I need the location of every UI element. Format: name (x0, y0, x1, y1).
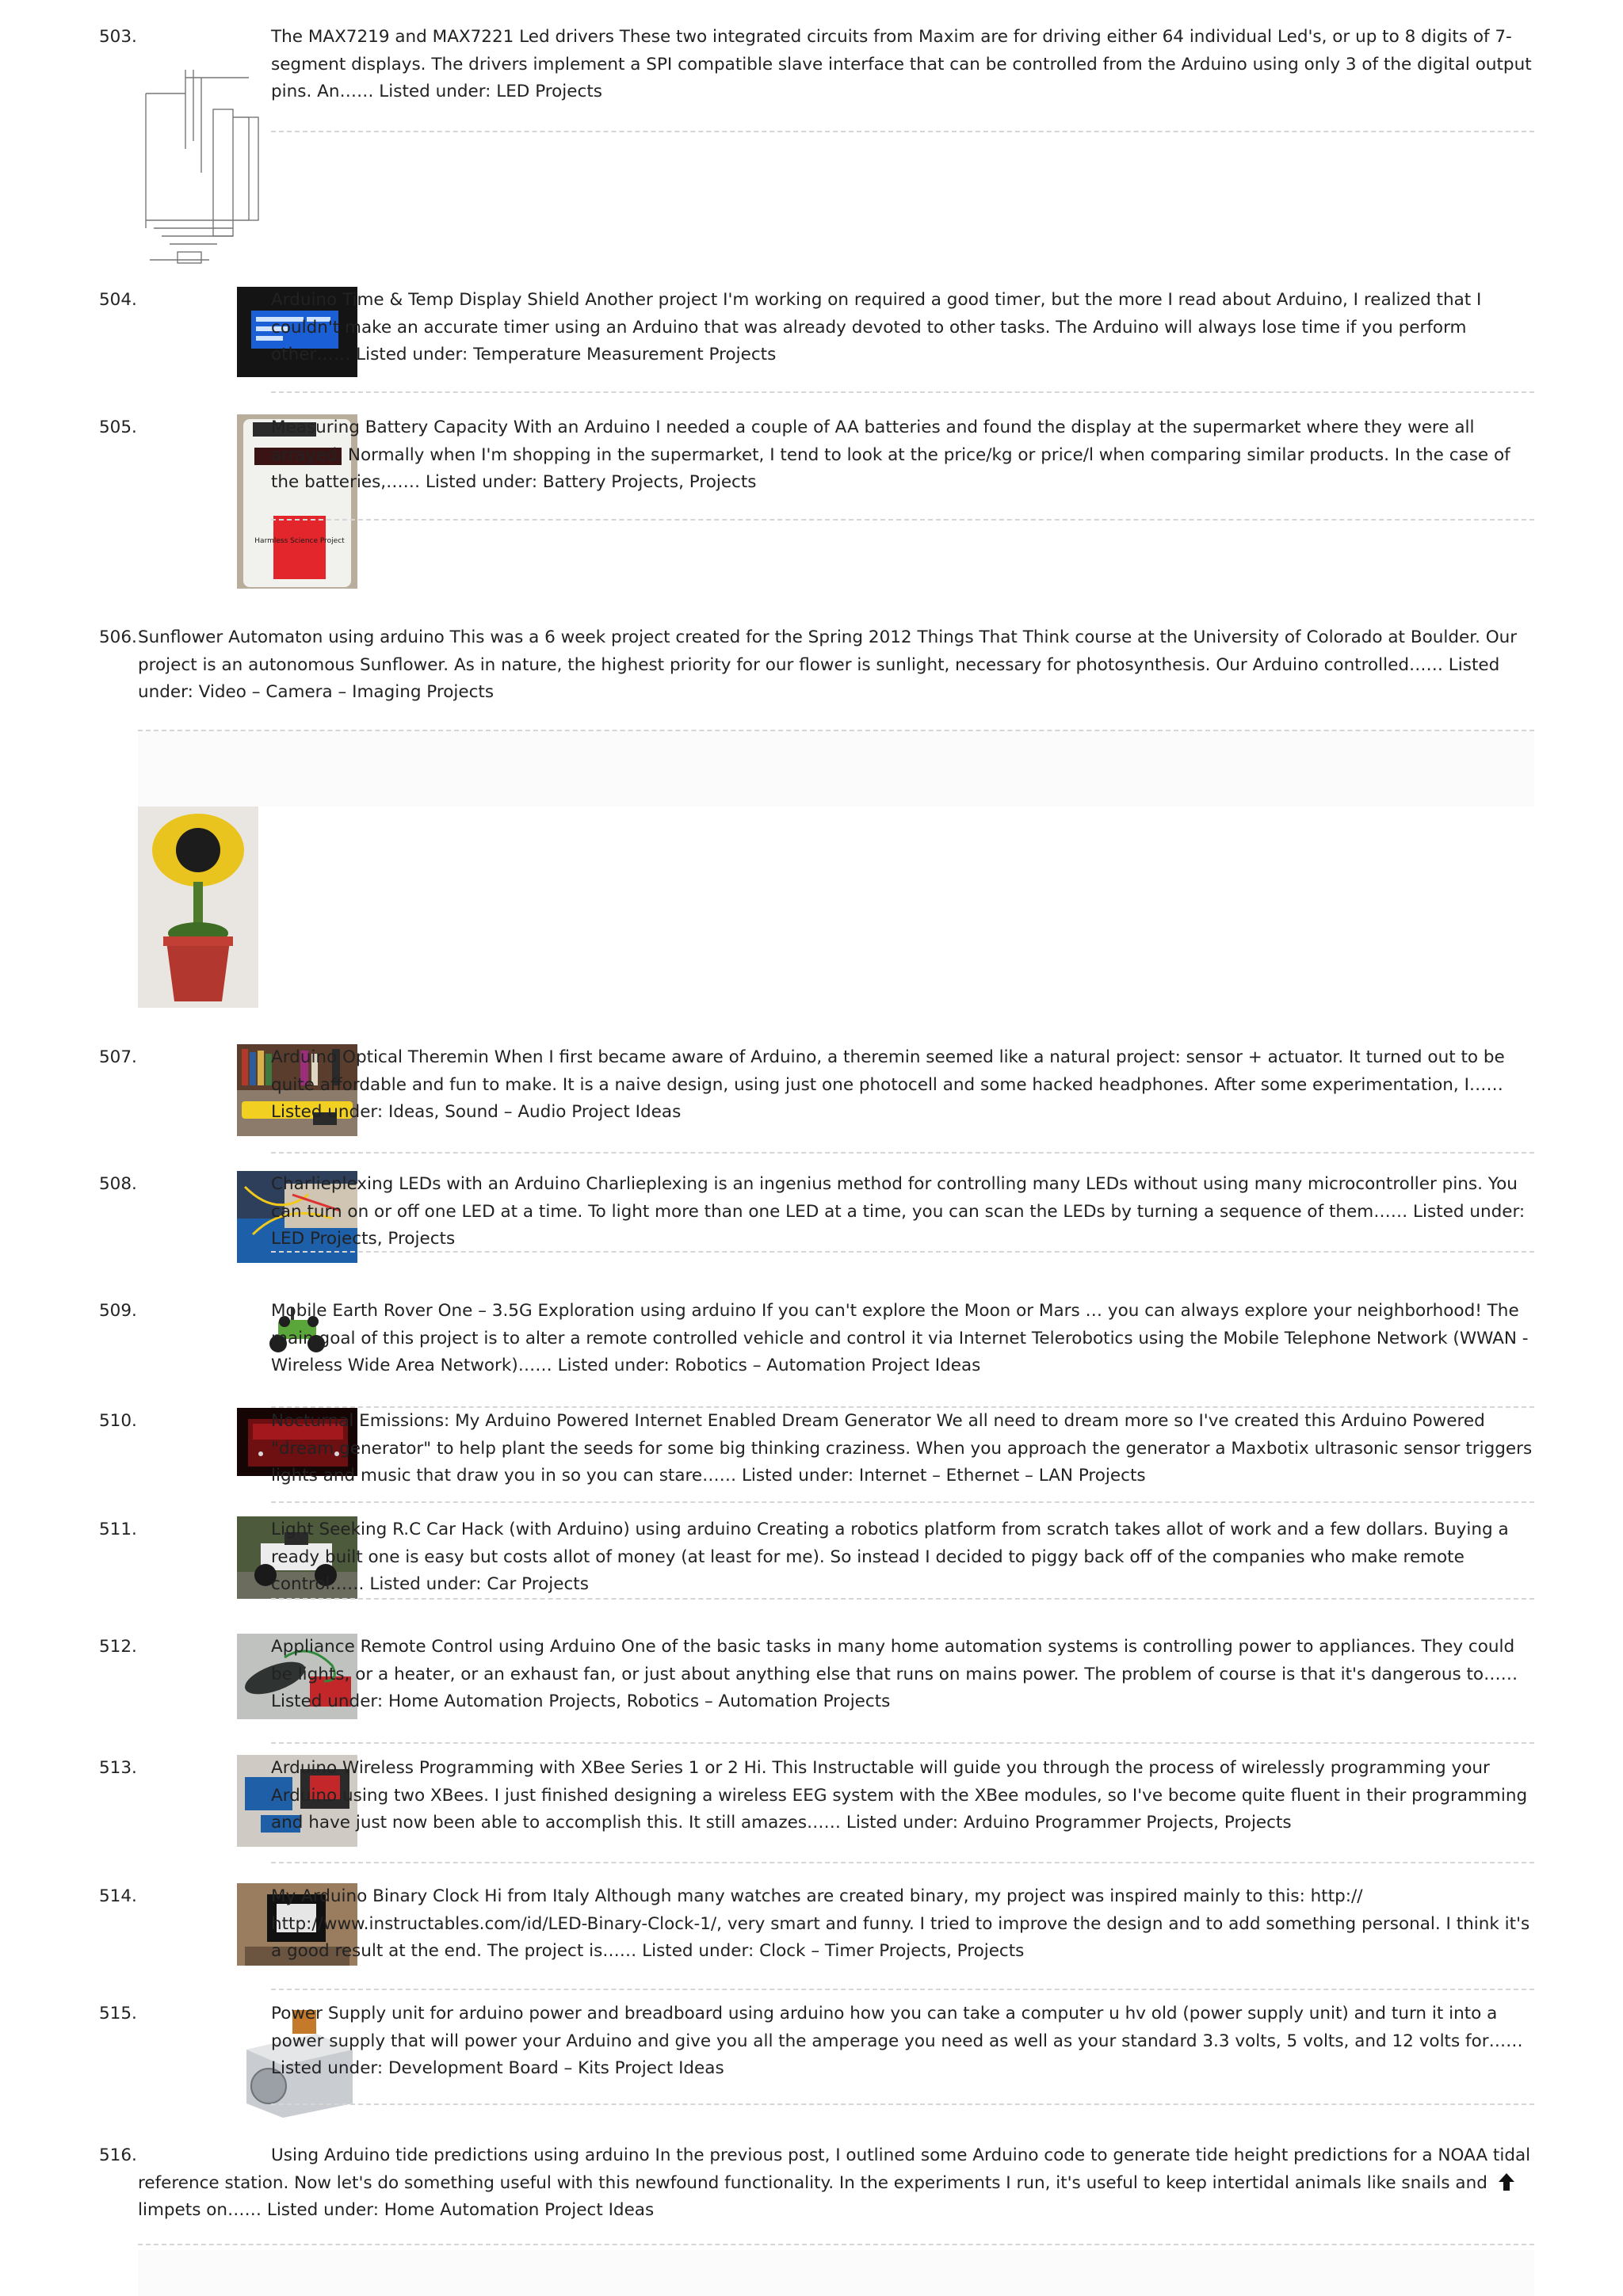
separator (271, 519, 1534, 521)
separator (271, 1598, 1534, 1600)
back-to-top-button[interactable] (1496, 2172, 1517, 2192)
image-placeholder (138, 730, 1534, 807)
item-description[interactable]: Light Seeking R.C Car Hack (with Arduino) using arduino Creating a robotics platform from scratch takes allot of work and a few dollars. Buying a ready built one is easy but costs allot of money (at least for me). So instead I decided to piggy back off of the companies who make remote control…… Listed under: Car Projects (271, 1520, 1509, 1594)
item-number: 510. (99, 1411, 137, 1431)
list-item (99, 1516, 1533, 1604)
separator (271, 1742, 1534, 1744)
item-number: 515. (99, 2004, 137, 2023)
item-thumbnail[interactable] (138, 62, 265, 277)
item-description[interactable]: Using Arduino tide predictions using arduino In the previous post, I outlined some Arduino code to generate tide height predictions for a NOAA tidal reference station. Now let's do something useful with this newfound functionality. In the experiments I run, it's useful to keep intertidal animals like snails and limpets on…… Listed under: Home Automation Project Ideas (138, 2145, 1531, 2220)
item-number: 511. (99, 1520, 137, 1539)
item-number: 516. (99, 2145, 137, 2165)
item-description[interactable]: Charlieplexing LEDs with an Arduino Charlieplexing is an ingenius method for controlling many LEDs without using many microcontroller pins. You can turn on or off one LED at a time. To light more than one LED at a time, you can scan the LEDs by turning a sequence of them…… Listed under: LED Projects, Projects (271, 1174, 1526, 1249)
list-item (99, 24, 1533, 254)
item-number: 512. (99, 1637, 137, 1657)
list-item (99, 624, 1533, 1011)
item-number: 503. (99, 27, 137, 47)
box-label: Harmless Science Project (254, 537, 345, 545)
separator (138, 2244, 1534, 2245)
list-item (99, 2142, 1533, 2229)
item-number: 514. (99, 1886, 137, 1906)
item-description[interactable]: Sunflower Automaton using arduino This was a 6 week project created for the Spring 2012 Things That Think course at the University of Colorado at Boulder. Our project is an autonomous Sunflower. As in nature, the highest priority for our flower is sunlight, necessary for photosynthesis. Our Arduino controlled…… Listed under: Video – Camera – Imaging Projects (138, 627, 1518, 702)
list-item (99, 287, 1533, 374)
item-number: 509. (99, 1301, 137, 1321)
list-item (99, 1634, 1533, 1721)
image-placeholder (138, 2250, 1534, 2296)
item-description[interactable]: Power Supply unit for arduino power and breadboard using arduino how you can take a computer u hv old (power supply unit) and turn it into a power supply that will power your Arduino and give you all the amperage you need as well as your standard 3.3 volts, 5 volts, and 12 volts for…… Listed under: Development Board – Kits Project Ideas (271, 2004, 1523, 2078)
sunflower-image (138, 807, 258, 1008)
separator (271, 1251, 1534, 1253)
separator (271, 2103, 1534, 2105)
item-description[interactable]: Mobile Earth Rover One – 3.5G Exploration using arduino If you can't explore the Moon or Mars … you can always explore your neighborhood! The main goal of this project is to alter a remote controlled vehicle and control it via Internet Telerobotics using the Mobile Telephone Network (WWAN - Wireless Wide Area Network)…… Listed under: Robotics – Automation Project Ideas (271, 1301, 1529, 1375)
item-description[interactable]: Arduino Time & Temp Display Shield Another project I'm working on required a good timer, but the more I read about Arduino, I realized that I couldn't make an accurate timer using an Arduino that was already devoted to other tasks. The Arduino will always lose time if you perform other…… Listed under: Temperature Measurement Projects (271, 290, 1482, 364)
list-item (99, 1298, 1533, 1385)
item-description[interactable]: Appliance Remote Control using Arduino One of the basic tasks in many home automation systems is controlling power to appliances. They could be lights, or a heater, or an exhaust fan, or just about anything else that runs on mains power. The problem of course is that it's dangerous to…… Listed under: Home Automation Projects, Robotics – Automation Projects (271, 1637, 1518, 1711)
separator (271, 1862, 1534, 1863)
item-description[interactable]: Arduino Wireless Programming with XBee Series 1 or 2 Hi. This Instructable will guide you through the process of wirelessly programming your Arduino using two XBees. I just finished designing a wireless EEG system with the XBee modules, so I've become quite fluent in their programming and have just now been able to accomplish this. It still amazes…… Listed under: Arduino Programmer Projects, Projects (271, 1758, 1528, 1833)
item-description[interactable]: Nocturnal Emissions: My Arduino Powered Internet Enabled Dream Generator We all need to dream more so I've created this Arduino Powered "dream generator" to help plant the seeds for some big thinking craziness. When you approach the generator a Maxbotix ultrasonic sensor triggers lights and music that draw you in so you can stare…… Listed under: Internet – Ethernet – LAN Projects (271, 1411, 1533, 1486)
arrow-up-icon (1496, 2172, 1517, 2192)
list-item (99, 414, 1533, 589)
list-item (99, 1171, 1533, 1263)
item-number: 513. (99, 1758, 137, 1778)
item-number: 505. (99, 418, 137, 437)
item-description[interactable]: My Arduino Binary Clock Hi from Italy Although many watches are created binary, my project was inspired mainly to this: http:// http://www.instructables.com/id/LED-Binary-Clock-1/, very smart and funny. I tried to improve the design and to add something personal. I think it's a good result at the end. The project is…… Listed under: Clock – Timer Projects, Projects (271, 1886, 1530, 1961)
separator (138, 730, 1534, 731)
list-item (99, 1883, 1533, 1975)
separator (271, 1501, 1534, 1503)
item-thumbnail[interactable] (138, 807, 258, 1008)
list-item (99, 2000, 1533, 2111)
separator (271, 391, 1534, 393)
circuit-schematic-image (138, 62, 265, 277)
item-number: 504. (99, 290, 137, 310)
item-number: 506. (99, 627, 137, 647)
list-item (99, 1408, 1533, 1495)
item-number: 508. (99, 1174, 137, 1194)
separator (271, 1152, 1534, 1154)
separator (271, 1989, 1534, 1990)
item-description[interactable]: Arduino Optical Theremin When I first became aware of Arduino, a theremin seemed like a natural project: sensor + actuator. It turned out to be quite affordable and fun to make. It is a naive design, using just one photocell and some hacked headphones. After some experimentation, I…… Listed under: Ideas, Sound – Audio Project Ideas (271, 1047, 1505, 1122)
list-item (99, 1044, 1533, 1136)
item-description[interactable]: The MAX7219 and MAX7221 Led drivers These two integrated circuits from Maxim are for driving either 64 individual Led's, or up to 8 digits of 7-segment displays. The drivers implement a SPI compatible slave interface that can be controlled from the Arduino using only 3 of the digital output pins. An…… Listed under: LED Projects (271, 27, 1532, 101)
item-description[interactable]: Measuring Battery Capacity With an Arduino I needed a couple of AA batteries and found the display at the supermarket where they were all arrayed. Normally when I'm shopping in the supermarket, I tend to look at the price/kg or price/l when comparing similar products. In the case of the batteries,…… Listed under: Battery Projects, Projects (271, 418, 1510, 492)
separator (271, 131, 1534, 132)
item-number: 507. (99, 1047, 137, 1067)
list-item (99, 1755, 1533, 1847)
